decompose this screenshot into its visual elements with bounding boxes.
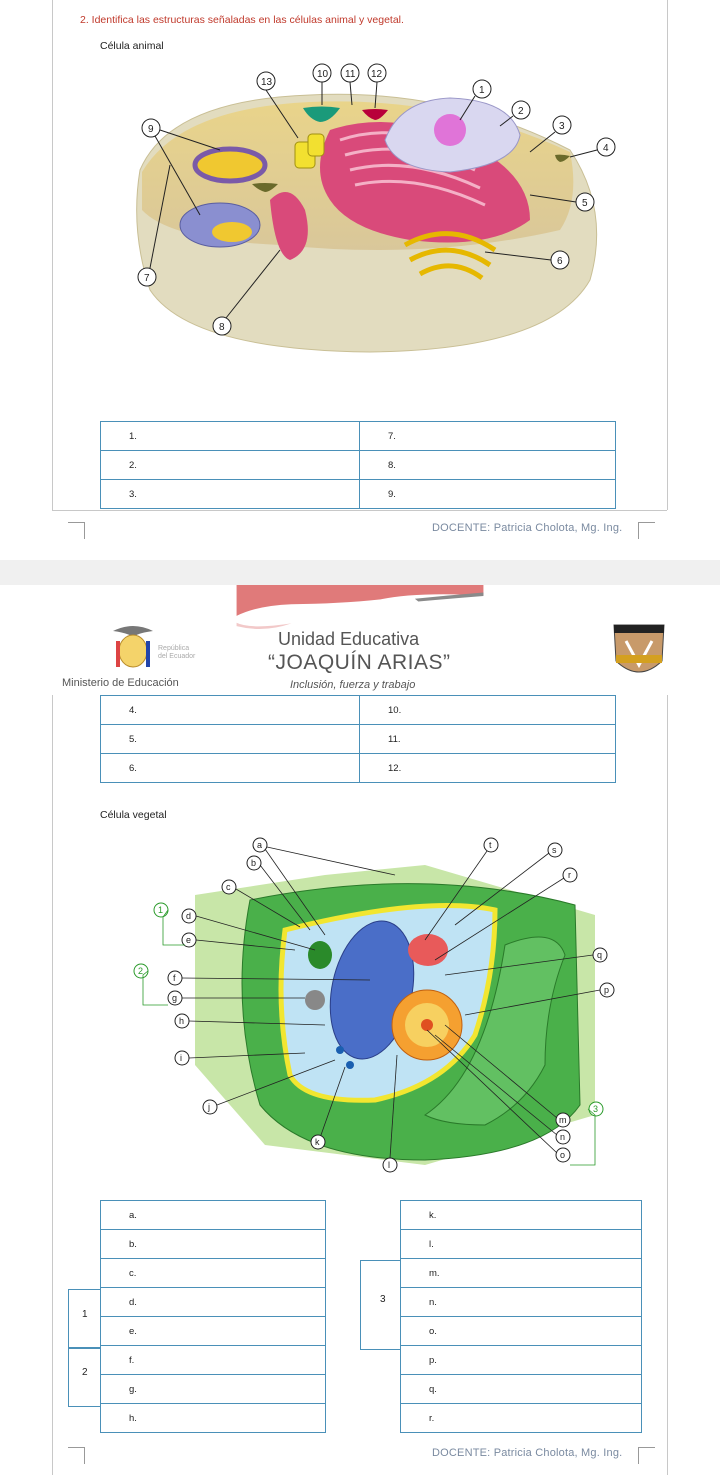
table-row: [401, 1288, 642, 1317]
animal-answer-table-2: [100, 695, 616, 783]
svg-text:g: g: [172, 993, 178, 1003]
margin-line-right: [667, 0, 668, 510]
svg-text:c: c: [226, 882, 231, 892]
question-title: 2. Identifica las estructuras señaladas en las células animal y vegetal.: [80, 14, 404, 26]
group-3-label: 3: [380, 1294, 386, 1305]
margin-line-left-2: [52, 695, 53, 1475]
corner-mark-left-2: [68, 1447, 85, 1464]
cell-label: 11.: [388, 733, 401, 745]
cell-label: a.: [129, 1209, 137, 1221]
cell-label: 5.: [129, 733, 137, 745]
answer-cell[interactable]: [360, 754, 616, 783]
answer-cell[interactable]: [360, 696, 616, 725]
answer-cell[interactable]: [101, 1346, 326, 1375]
svg-text:r: r: [568, 870, 571, 880]
answer-cell[interactable]: [360, 422, 616, 451]
table-row: [101, 1259, 326, 1288]
svg-text:p: p: [604, 985, 610, 995]
svg-text:9: 9: [148, 124, 154, 135]
ecuador-emblem: [108, 621, 158, 671]
answer-cell[interactable]: [101, 1404, 326, 1433]
answer-cell[interactable]: [101, 480, 360, 509]
answer-cell[interactable]: [360, 480, 616, 509]
golgi: [408, 934, 448, 966]
table-row: [401, 1201, 642, 1230]
answer-cell[interactable]: [101, 1201, 326, 1230]
svg-text:f: f: [173, 973, 176, 983]
cell-label: d.: [129, 1296, 137, 1308]
group-3-bracket: [360, 1260, 401, 1350]
answer-cell[interactable]: [401, 1375, 642, 1404]
svg-text:8: 8: [219, 322, 225, 333]
answer-cell[interactable]: [101, 725, 360, 754]
table-row: [101, 1230, 326, 1259]
answer-cell[interactable]: [101, 1259, 326, 1288]
table-row: [401, 1230, 642, 1259]
answer-cell[interactable]: [101, 1230, 326, 1259]
svg-text:3: 3: [593, 1104, 599, 1114]
svg-text:d: d: [186, 911, 192, 921]
svg-text:t: t: [489, 840, 492, 850]
svg-text:b: b: [251, 858, 257, 868]
answer-cell[interactable]: [401, 1201, 642, 1230]
answer-cell[interactable]: [360, 725, 616, 754]
margin-line-left: [52, 0, 53, 510]
svg-text:l: l: [388, 1160, 390, 1170]
cell-label: l.: [429, 1238, 434, 1250]
margin-line-right-2: [667, 695, 668, 1475]
animal-answer-table-1: [100, 421, 616, 509]
page-2: [0, 585, 720, 1483]
cell-label: h.: [129, 1412, 137, 1424]
footer-text: DOCENTE: Patricia Cholota, Mg. Ing.: [432, 522, 623, 534]
answer-cell[interactable]: [101, 451, 360, 480]
cell-label: 3.: [129, 488, 137, 500]
animal-cell-label: Célula animal: [100, 40, 164, 52]
group-1-label: 1: [82, 1309, 88, 1320]
table-row: [401, 1346, 642, 1375]
plant-answer-table-right: [400, 1200, 642, 1433]
cell-label: 8.: [388, 459, 396, 471]
cell-label: 7.: [388, 430, 396, 442]
cell-label: b.: [129, 1238, 137, 1250]
svg-text:a: a: [257, 840, 263, 850]
svg-text:o: o: [560, 1150, 566, 1160]
school-logo: [612, 621, 666, 685]
cell-label: 6.: [129, 762, 137, 774]
cell-label: 10.: [388, 704, 402, 716]
cell-label: m.: [429, 1267, 440, 1279]
svg-text:13: 13: [261, 77, 273, 88]
svg-text:11: 11: [345, 69, 356, 80]
table-row: [101, 1201, 326, 1230]
svg-text:k: k: [315, 1137, 320, 1147]
cell-label: e.: [129, 1325, 137, 1337]
answer-cell[interactable]: [401, 1346, 642, 1375]
table-row: [101, 451, 616, 480]
corner-mark-right-2: [638, 1447, 655, 1464]
svg-text:2: 2: [518, 106, 524, 117]
cell-label: n.: [429, 1296, 437, 1308]
republic-label: República del Ecuador: [158, 645, 196, 660]
answer-cell[interactable]: [401, 1404, 642, 1433]
table-row: [101, 1317, 326, 1346]
svg-text:h: h: [179, 1016, 185, 1026]
cell-label: 9.: [388, 488, 396, 500]
group-2-label: 2: [82, 1367, 88, 1378]
table-row: [101, 1346, 326, 1375]
svg-text:j: j: [208, 1102, 210, 1112]
cell-label: 4.: [129, 704, 137, 716]
svg-text:7: 7: [144, 273, 150, 284]
svg-text:2: 2: [138, 966, 144, 976]
table-row: [101, 725, 616, 754]
svg-text:6: 6: [557, 256, 563, 267]
cell-label: c.: [129, 1267, 137, 1279]
svg-text:1: 1: [479, 85, 485, 96]
plant-cell-diagram: [125, 835, 625, 1185]
table-row: [401, 1317, 642, 1346]
table-row: [101, 480, 616, 509]
footer-text-2: DOCENTE: Patricia Cholota, Mg. Ing.: [432, 1447, 623, 1459]
cell-label: f.: [129, 1354, 135, 1366]
mitochondrion-1: [195, 149, 265, 181]
svg-text:4: 4: [603, 143, 609, 154]
corner-mark-left: [68, 522, 85, 539]
cell-label: 2.: [129, 459, 137, 471]
answer-cell[interactable]: [101, 1375, 326, 1404]
svg-text:10: 10: [317, 69, 329, 80]
table-row: [101, 1288, 326, 1317]
animal-cell-diagram: [130, 60, 620, 360]
cell-label: 12.: [388, 762, 402, 774]
svg-text:i: i: [180, 1053, 182, 1063]
margin-line-bottom: [52, 510, 667, 511]
cell-label: o.: [429, 1325, 437, 1337]
answer-cell[interactable]: [401, 1230, 642, 1259]
answer-cell[interactable]: [101, 754, 360, 783]
table-row: [401, 1259, 642, 1288]
table-row: [401, 1404, 642, 1433]
answer-cell[interactable]: [101, 696, 360, 725]
chloroplast: [308, 941, 332, 969]
school-motto: Inclusión, fuerza y trabajo: [290, 679, 416, 691]
cell-label: k.: [429, 1209, 437, 1221]
table-row: [101, 422, 616, 451]
page-gap: [0, 560, 720, 585]
svg-text:12: 12: [371, 69, 383, 80]
svg-text:e: e: [186, 935, 192, 945]
answer-cell[interactable]: [101, 1317, 326, 1346]
answer-cell[interactable]: [401, 1288, 642, 1317]
school-line-2: “JOAQUÍN ARIAS”: [268, 651, 451, 674]
plant-cell-label: Célula vegetal: [100, 809, 167, 821]
answer-cell[interactable]: [401, 1317, 642, 1346]
cell-label: 1.: [129, 430, 137, 442]
cell-label: q.: [429, 1383, 437, 1395]
svg-text:q: q: [597, 950, 603, 960]
school-line-1: Unidad Educativa: [278, 629, 420, 649]
page-1: [0, 0, 720, 560]
answer-cell[interactable]: [101, 1288, 326, 1317]
svg-text:m: m: [559, 1115, 567, 1125]
cell-label: p.: [429, 1354, 437, 1366]
answer-cell[interactable]: [360, 451, 616, 480]
table-row: [101, 696, 616, 725]
table-row: [101, 1375, 326, 1404]
table-row: [401, 1375, 642, 1404]
cell-label: r.: [429, 1412, 435, 1424]
plant-answer-table-left: [100, 1200, 326, 1433]
svg-text:n: n: [560, 1132, 566, 1142]
answer-cell[interactable]: [101, 422, 360, 451]
ministry-label: Ministerio de Educación: [62, 677, 179, 689]
svg-text:s: s: [552, 845, 557, 855]
svg-text:5: 5: [582, 198, 588, 209]
table-row: [101, 1404, 326, 1433]
answer-cell[interactable]: [401, 1259, 642, 1288]
table-row: [101, 754, 616, 783]
corner-mark-right: [638, 522, 655, 539]
cell-label: g.: [129, 1383, 137, 1395]
svg-text:3: 3: [559, 121, 565, 132]
svg-text:1: 1: [158, 905, 164, 915]
